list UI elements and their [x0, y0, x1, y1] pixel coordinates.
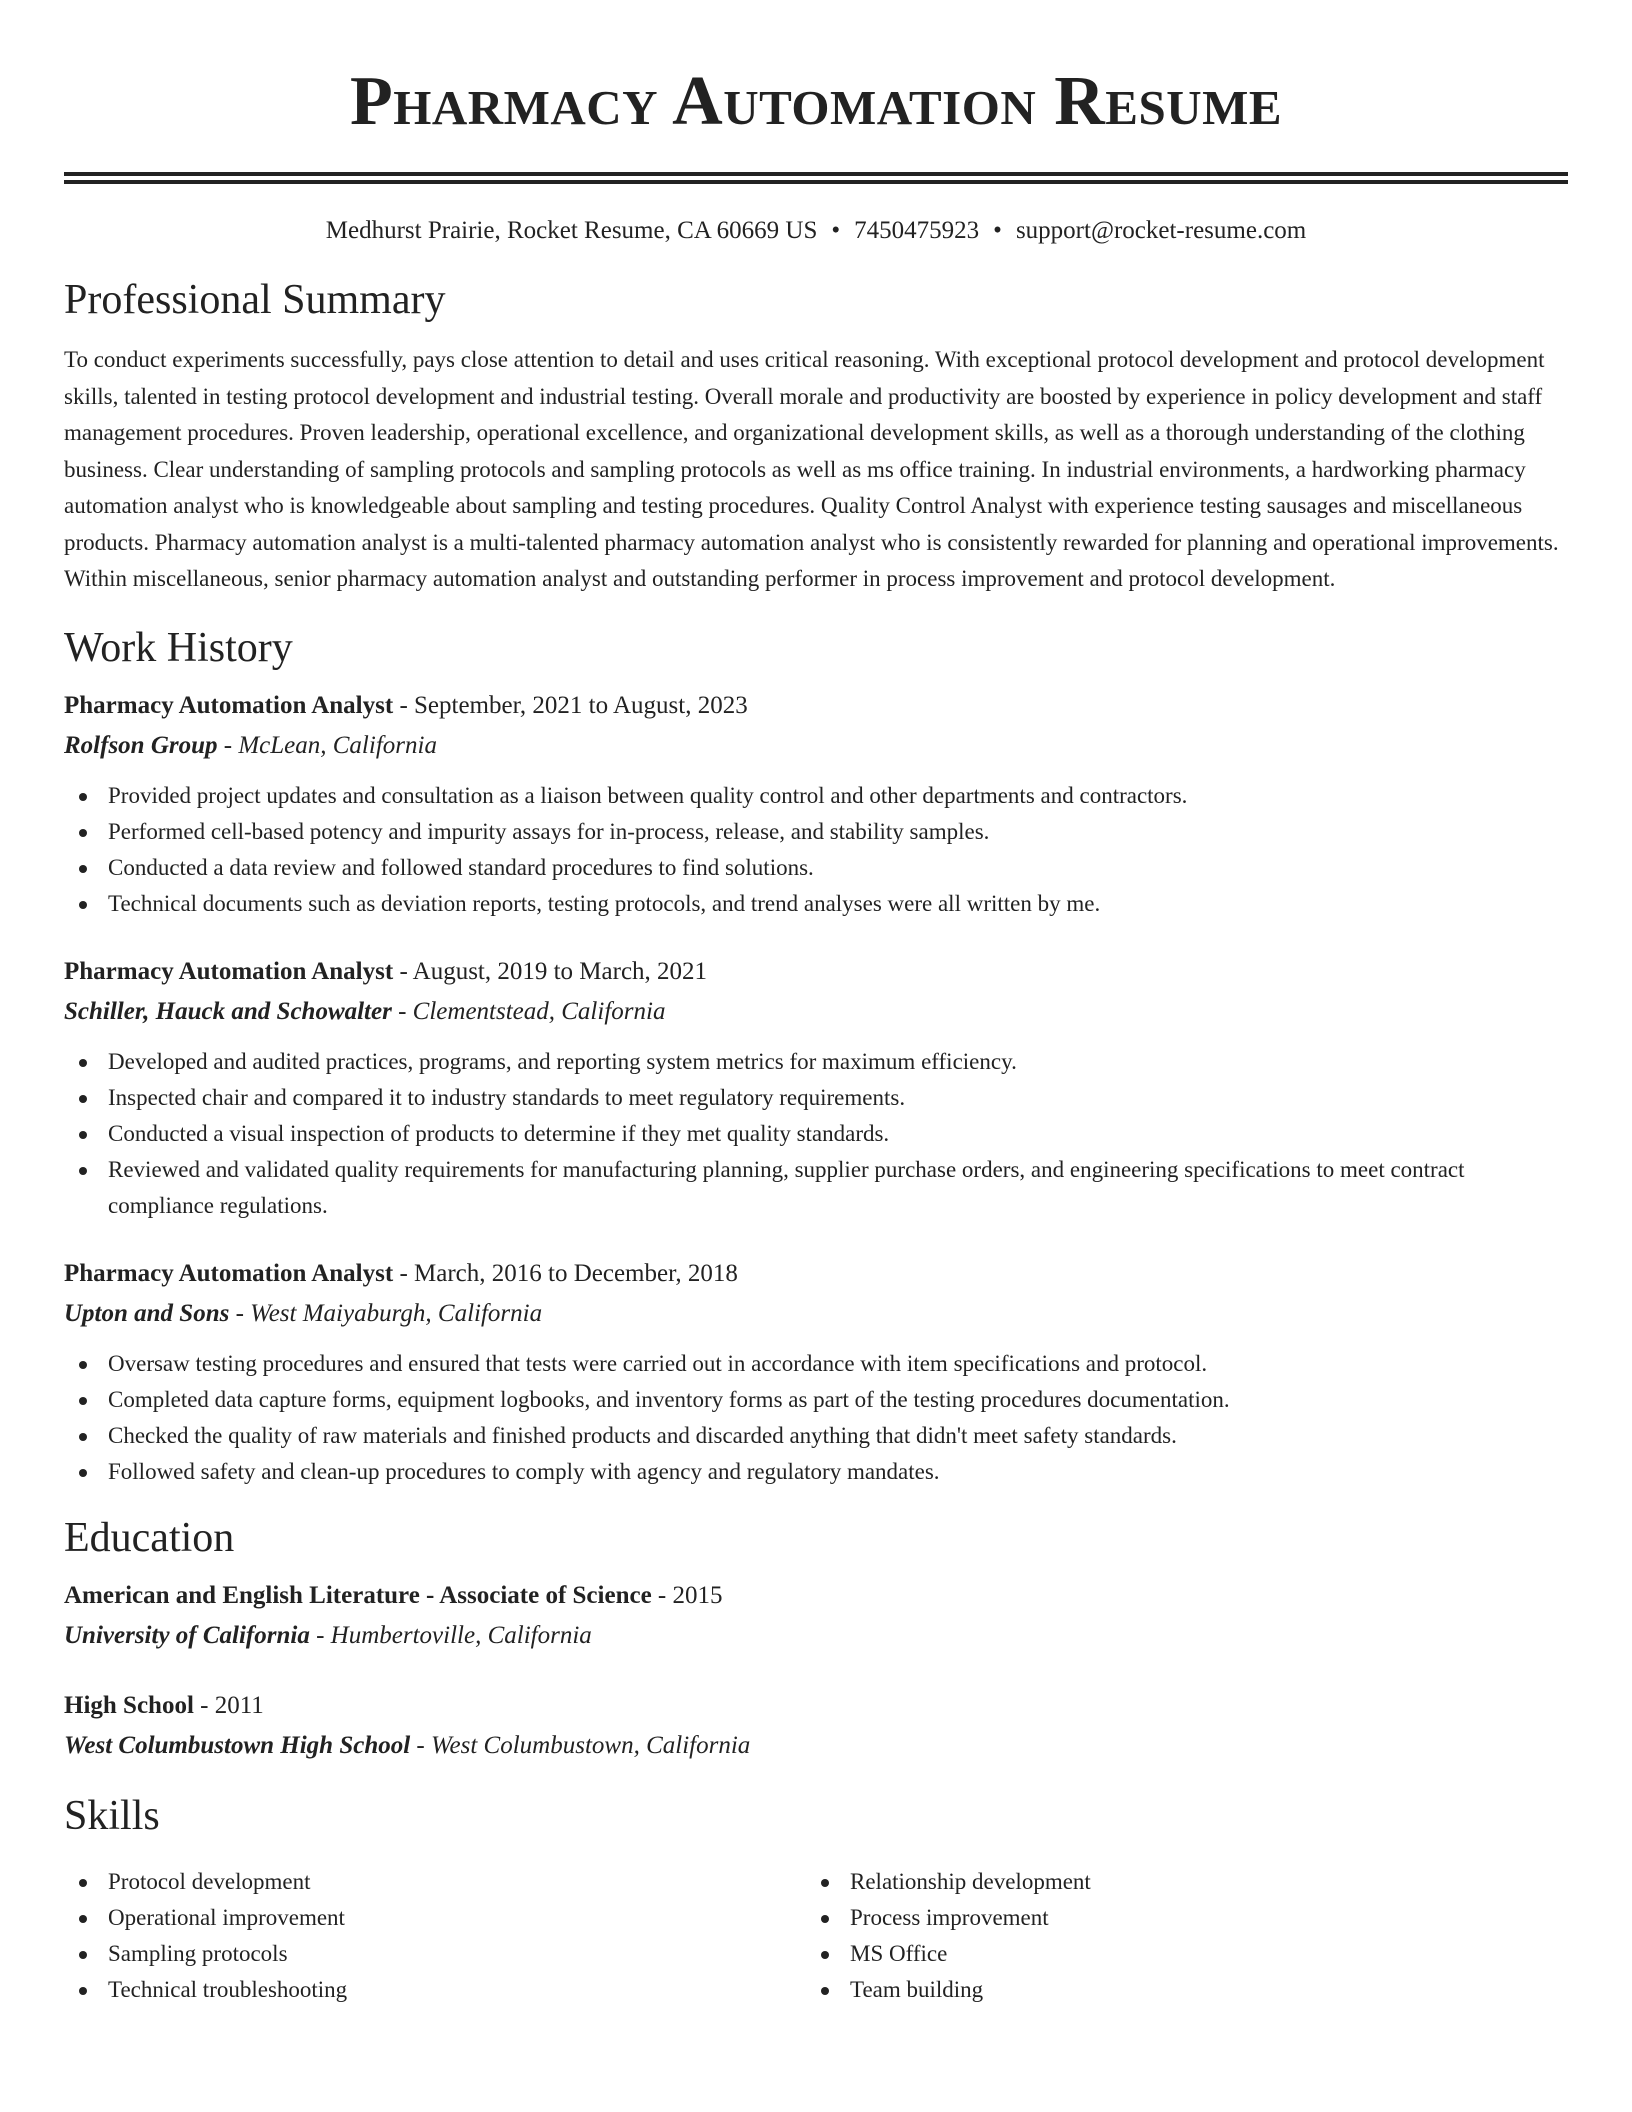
education-school: West Columbustown High School: [64, 1731, 411, 1759]
job-employer: [64, 726, 1568, 766]
contact-separator: •: [831, 217, 841, 244]
job-header: [64, 686, 1568, 726]
job-location: - Clementstead, California: [391, 997, 666, 1025]
resume-page: [64, 0, 1568, 2008]
job-dates: - September, 2021 to August, 2023: [393, 691, 748, 719]
job-dates: - August, 2019 to March, 2021: [393, 957, 708, 985]
job-header: [64, 1254, 1568, 1294]
education-institution: [64, 1616, 1568, 1656]
job-duty: Inspected chair and compared it to industry standards to meet regulatory requirements.: [64, 1080, 1568, 1116]
job-duty: Followed safety and clean-up procedures to comply with agency and regulatory mandates.: [64, 1454, 1568, 1490]
education-entry: [64, 1686, 1568, 1766]
education-heading: Education: [64, 1514, 235, 1561]
job-duty: Completed data capture forms, equipment logbooks, and inventory forms as part of the testing procedures documentation.: [64, 1382, 1568, 1418]
job-duties: [64, 1044, 1568, 1224]
education-degree: High School: [64, 1691, 194, 1719]
education-school: University of California: [64, 1621, 310, 1649]
job-company: Rolfson Group: [64, 731, 218, 759]
job-entry: [64, 952, 1568, 1224]
job-company: Upton and Sons: [64, 1299, 230, 1327]
skill-item: Technical troubleshooting: [64, 1972, 806, 2008]
job-duty: Provided project updates and consultation as a liaison between quality control and other departments and contractors.: [64, 778, 1568, 814]
title-divider-thick: [64, 172, 1568, 176]
job-duties: [64, 1346, 1568, 1490]
skill-item: Team building: [806, 1972, 1548, 2008]
education-entry: [64, 1576, 1568, 1656]
education-year: - 2011: [193, 1691, 264, 1719]
education-header: [64, 1686, 1568, 1726]
skill-item: Protocol development: [64, 1864, 806, 1900]
job-employer: [64, 1294, 1568, 1334]
job-duty: Performed cell-based potency and impurity assays for in-process, release, and stability samples.: [64, 814, 1568, 850]
education-institution: [64, 1726, 1568, 1766]
skill-item: Process improvement: [806, 1900, 1548, 1936]
skills-column-left: [64, 1864, 806, 2008]
job-duty: Checked the quality of raw materials and finished products and discarded anything that didn't meet safety standards.: [64, 1418, 1568, 1454]
job-entry: [64, 686, 1568, 922]
job-duties: [64, 778, 1568, 922]
education-location: - Humbertoville, California: [309, 1621, 592, 1649]
job-company: Schiller, Hauck and Schowalter: [64, 997, 392, 1025]
skills-column-right: [806, 1864, 1548, 2008]
contact-line: [64, 216, 1568, 246]
job-duty: Oversaw testing procedures and ensured that tests were carried out in accordance with item specifications and protocol.: [64, 1346, 1568, 1382]
skill-item: Sampling protocols: [64, 1936, 806, 1972]
resume-title: Pharmacy Automation Resume: [349, 63, 1283, 140]
skill-item: Relationship development: [806, 1864, 1548, 1900]
job-role: Pharmacy Automation Analyst: [64, 691, 394, 719]
skills-heading: Skills: [64, 1792, 160, 1839]
job-duty: Conducted a data review and followed standard procedures to find solutions.: [64, 850, 1568, 886]
education-location: - West Columbustown, California: [410, 1731, 751, 1759]
work-history-heading: Work History: [64, 624, 293, 671]
education-year: - 2015: [651, 1581, 723, 1609]
summary-text: To conduct experiments successfully, pays close attention to detail and uses critical reasoning. With exceptional protocol development and protocol development skills, talented in testing protocol development and industrial testing. Overall morale and productivity are boosted by experience in policy development and staff management procedures. Proven leadership, operational excellence, and organizational development skills, as well as a thorough understanding of the clothing business. Clear understanding of sampling protocols and sampling protocols as well as ms office training. In industrial environments, a hardworking pharmacy automation analyst who is knowledgeable about sampling and testing procedures. Quality Control Analyst with experience testing sausages and miscellaneous products. Pharmacy automation analyst is a multi-talented pharmacy automation analyst who is consistently rewarded for planning and operational improvements. Within miscellaneous, senior pharmacy automation analyst and outstanding performer in process improvement and protocol development.: [64, 347, 1559, 591]
job-duty: Conducted a visual inspection of products to determine if they met quality standards.: [64, 1116, 1568, 1152]
job-employer: [64, 992, 1568, 1032]
job-header: [64, 952, 1568, 992]
job-duty: Technical documents such as deviation reports, testing protocols, and trend analyses were all written by me.: [64, 886, 1568, 922]
title-divider-thin: [64, 180, 1568, 184]
job-location: - McLean, California: [217, 731, 437, 759]
job-role: Pharmacy Automation Analyst: [64, 1259, 394, 1287]
contact-email: support@rocket-resume.com: [1015, 217, 1307, 244]
education-degree: American and English Literature - Associate of Science: [64, 1581, 652, 1609]
job-entry: [64, 1254, 1568, 1490]
job-dates: - March, 2016 to December, 2018: [393, 1259, 738, 1287]
skill-item: MS Office: [806, 1936, 1548, 1972]
contact-phone: 7450475923: [854, 217, 980, 244]
summary-heading: Professional Summary: [64, 277, 446, 323]
contact-separator: •: [993, 217, 1002, 244]
skills-list: [64, 1852, 1568, 2008]
job-location: - West Maiyaburgh, California: [229, 1299, 543, 1327]
contact-address: Medhurst Prairie, Rocket Resume, CA 60669 US: [325, 217, 818, 244]
job-duty: Developed and audited practices, programs, and reporting system metrics for maximum efficiency.: [64, 1044, 1568, 1080]
skill-item: Operational improvement: [64, 1900, 806, 1936]
education-header: [64, 1576, 1568, 1616]
job-duty: Reviewed and validated quality requirements for manufacturing planning, supplier purchase orders, and engineering specifications to meet contract compliance regulations.: [64, 1152, 1568, 1224]
job-role: Pharmacy Automation Analyst: [64, 957, 394, 985]
